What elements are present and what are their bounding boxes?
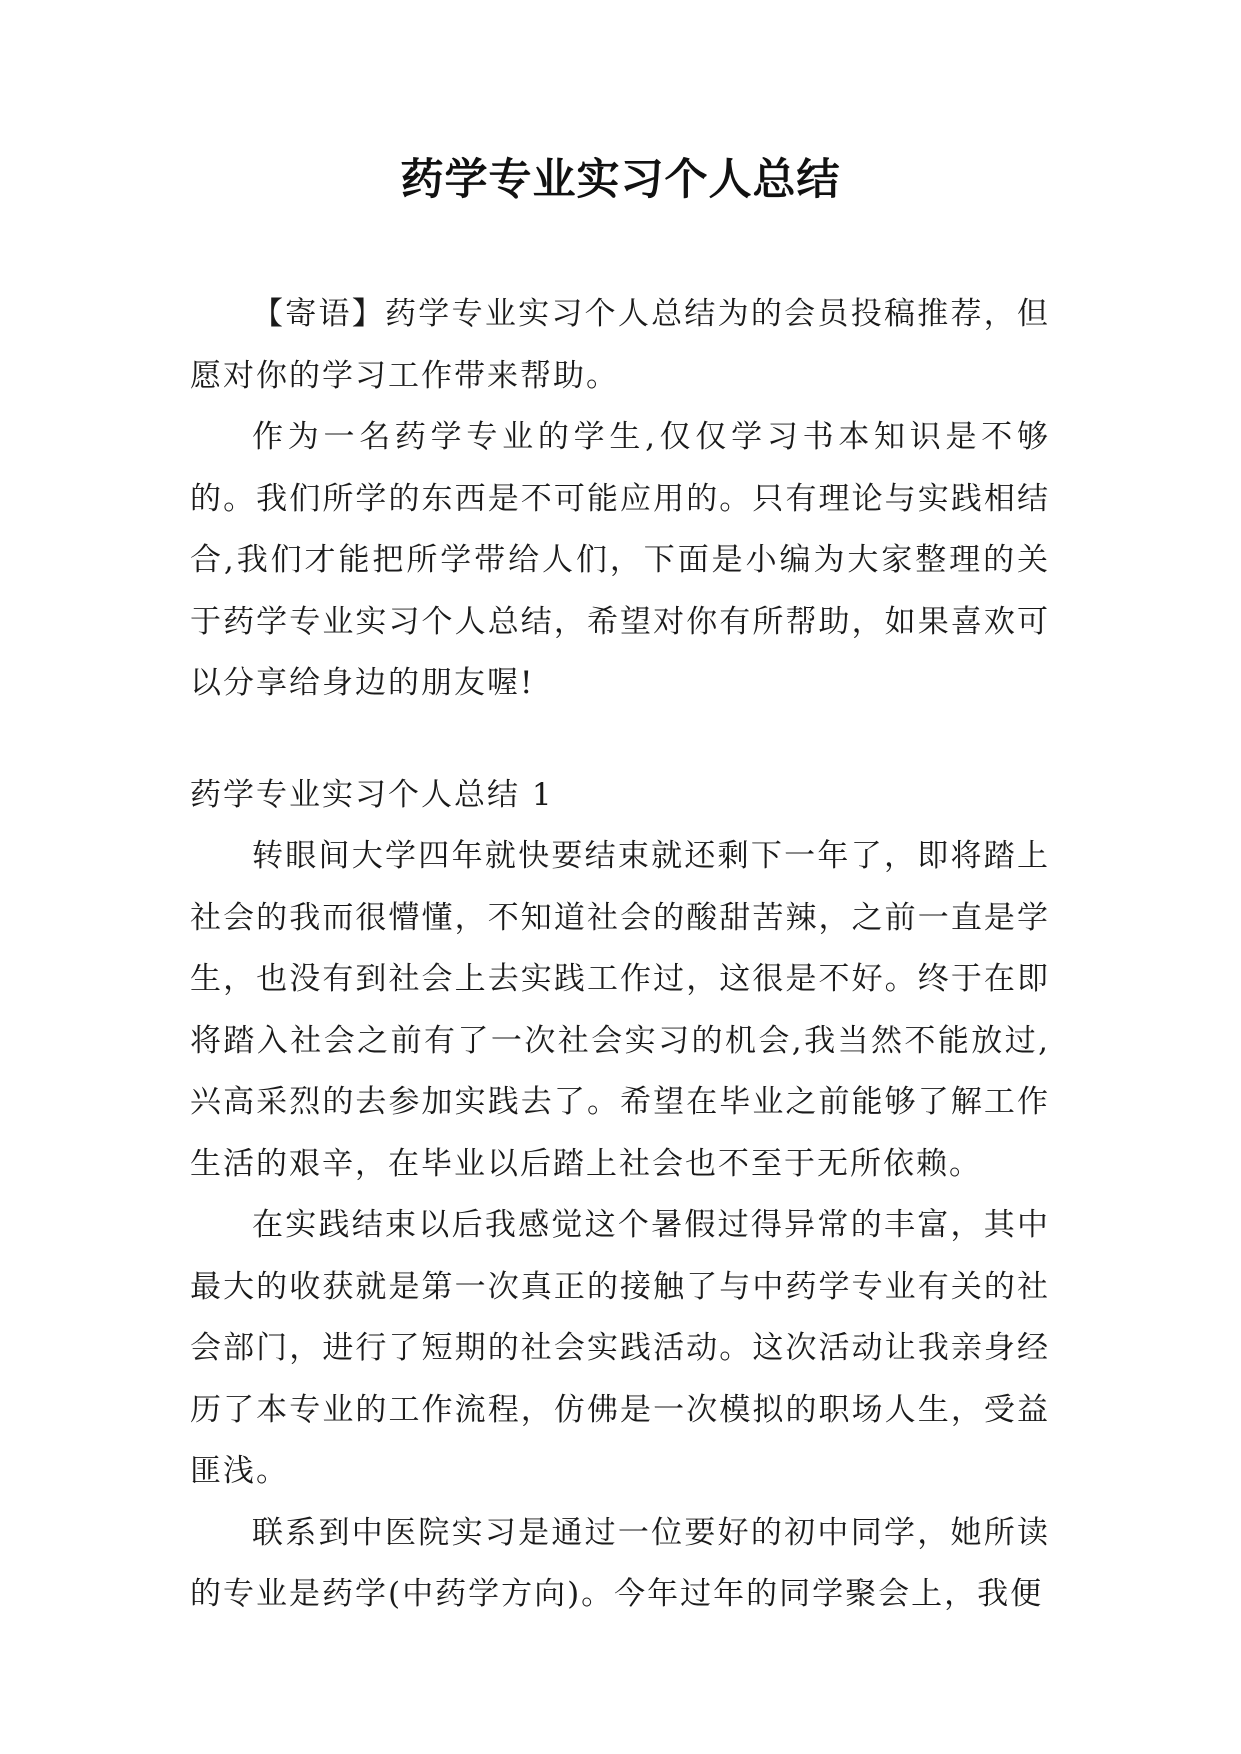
section-paragraph: 在实践结束以后我感觉这个暑假过得异常的丰富，其中最大的收获就是第一次真正的接触了与中药学专业有关的社会部门，进行了短期的社会实践活动。这次活动让我亲身经历了本专业的工作流程，仿佛是一次模拟的职场人生，受益匪浅。 xyxy=(190,1207,1050,1489)
section-paragraph: 转眼间大学四年就快要结束就还剩下一年了，即将踏上社会的我而很懵懂，不知道社会的酸甜苦辣，之前一直是学生，也没有到社会上去实践工作过，这很是不好。终于在即将踏入社会之前有了一次社会实习的机会,我当然不能放过,兴高采烈的去参加实践去了。希望在毕业之前能够了解工作生活的艰辛，在毕业以后踏上社会也不至于无所依赖。 xyxy=(190,838,1050,1182)
intro-paragraph: 作为一名药学专业的学生,仅仅学习书本知识是不够的。我们所学的东西是不可能应用的。只有理论与实践相结合,我们才能把所学带给人们，下面是小编为大家整理的关于药学专业实习个人总结，希望对你有所帮助，如果喜欢可以分享给身边的朋友喔! xyxy=(190,419,1050,701)
section-heading: 药学专业实习个人总结 1 xyxy=(190,776,554,813)
section-paragraph: 联系到中医院实习是通过一位要好的初中同学，她所读的专业是药学(中药学方向)。今年过年的同学聚会上，我便 xyxy=(190,1514,1050,1612)
intro-paragraph: 【寄语】药学专业实习个人总结为的会员投稿推荐，但愿对你的学习工作带来帮助。 xyxy=(190,296,1050,394)
document-body xyxy=(190,284,1050,1626)
document-title: 药学专业实习个人总结 xyxy=(400,155,841,205)
